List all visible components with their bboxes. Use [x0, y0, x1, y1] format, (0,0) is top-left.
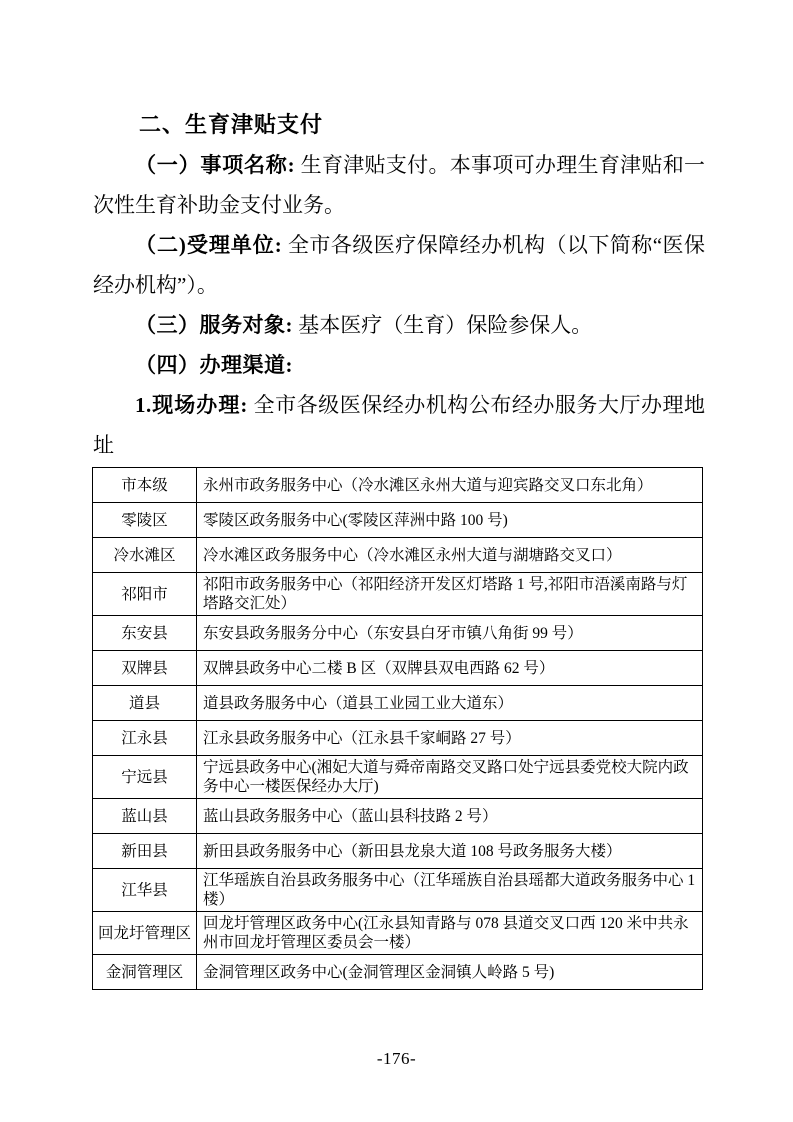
address-cell: 江华瑶族自治县政务服务中心（江华瑶族自治县瑶都大道政务服务中心 1 楼） [197, 869, 703, 912]
table-row [93, 799, 703, 834]
address-cell: 回龙圩管理区政务中心(江永县知青路与 078 县道交叉口西 120 米中共永州市回龙圩管理区委员会一楼） [197, 912, 703, 955]
region-cell: 金洞管理区 [93, 955, 197, 990]
region-cell: 江华县 [93, 869, 197, 912]
paragraph-label: （四）办理渠道: [135, 353, 293, 377]
table-row [93, 651, 703, 686]
table-row [93, 721, 703, 756]
table-row [93, 869, 703, 912]
region-cell: 双牌县 [93, 651, 197, 686]
address-cell: 新田县政务服务中心（新田县龙泉大道 108 号政务服务大楼） [197, 834, 703, 869]
address-cell: 江永县政务服务中心（江永县千家峒路 27 号） [197, 721, 703, 756]
page-number: -176- [376, 1049, 417, 1068]
paragraph-text: 全市各级医保经办机构公布经办服务大厅办理地址 [93, 393, 706, 457]
paragraph-label: （二)受理单位: [135, 233, 283, 257]
address-cell: 道县政务服务中心（道县工业园工业大道东） [197, 686, 703, 721]
service-locations-table [92, 467, 703, 990]
paragraph-label: 1.现场办理: [135, 393, 248, 417]
region-cell: 蓝山县 [93, 799, 197, 834]
paragraph-item-name [93, 145, 705, 225]
region-cell: 新田县 [93, 834, 197, 869]
region-cell: 市本级 [93, 468, 197, 503]
table-row [93, 573, 703, 616]
region-cell: 零陵区 [93, 503, 197, 538]
address-cell: 东安县政务服务分中心（东安县白牙市镇八角街 99 号） [197, 616, 703, 651]
section-title: 二、生育津贴支付 [139, 112, 324, 137]
table-row [93, 468, 703, 503]
paragraph-channels [93, 345, 705, 385]
paragraph-label: （一）事项名称: [135, 153, 296, 177]
paragraph-service-target [93, 305, 705, 345]
paragraph-text: 全市各级医疗保障经办机构（以下简称“医保经办机构”）。 [93, 233, 705, 297]
table-row [93, 538, 703, 573]
region-cell: 祁阳市 [93, 573, 197, 616]
address-cell: 祁阳市政务服务中心（祁阳经济开发区灯塔路 1 号,祁阳市浯溪南路与灯塔路交汇处） [197, 573, 703, 616]
region-cell: 回龙圩管理区 [93, 912, 197, 955]
address-cell: 零陵区政务服务中心(零陵区萍洲中路 100 号) [197, 503, 703, 538]
table-row [93, 912, 703, 955]
region-cell: 宁远县 [93, 756, 197, 799]
paragraph-text: 基本医疗（生育）保险参保人。 [298, 313, 593, 337]
region-cell: 道县 [93, 686, 197, 721]
table-row [93, 616, 703, 651]
table-row [93, 503, 703, 538]
paragraph-label: （三）服务对象: [135, 313, 293, 337]
table-row [93, 955, 703, 990]
paragraph-onsite-handling [93, 385, 705, 465]
table-row [93, 756, 703, 799]
address-cell: 冷水滩区政务服务中心（冷水滩区永州大道与湖塘路交叉口） [197, 538, 703, 573]
address-cell: 双牌县政务中心二楼 B 区（双牌县双电西路 62 号） [197, 651, 703, 686]
address-cell: 金洞管理区政务中心(金洞管理区金洞镇人岭路 5 号) [197, 955, 703, 990]
table-row [93, 834, 703, 869]
address-cell: 永州市政务服务中心（冷水滩区永州大道与迎宾路交叉口东北角） [197, 468, 703, 503]
address-cell: 宁远县政务中心(湘妃大道与舜帝南路交叉路口处宁远县委党校大院内政务中心一楼医保经办大厅) [197, 756, 703, 799]
paragraph-accepting-unit [93, 225, 705, 305]
document-content [93, 104, 705, 990]
paragraph-text: 生育津贴支付。本事项可办理生育津贴和一次性生育补助金支付业务。 [93, 153, 706, 217]
region-cell: 东安县 [93, 616, 197, 651]
address-cell: 蓝山县政务服务中心（蓝山县科技路 2 号） [197, 799, 703, 834]
region-cell: 江永县 [93, 721, 197, 756]
region-cell: 冷水滩区 [93, 538, 197, 573]
table-row [93, 686, 703, 721]
